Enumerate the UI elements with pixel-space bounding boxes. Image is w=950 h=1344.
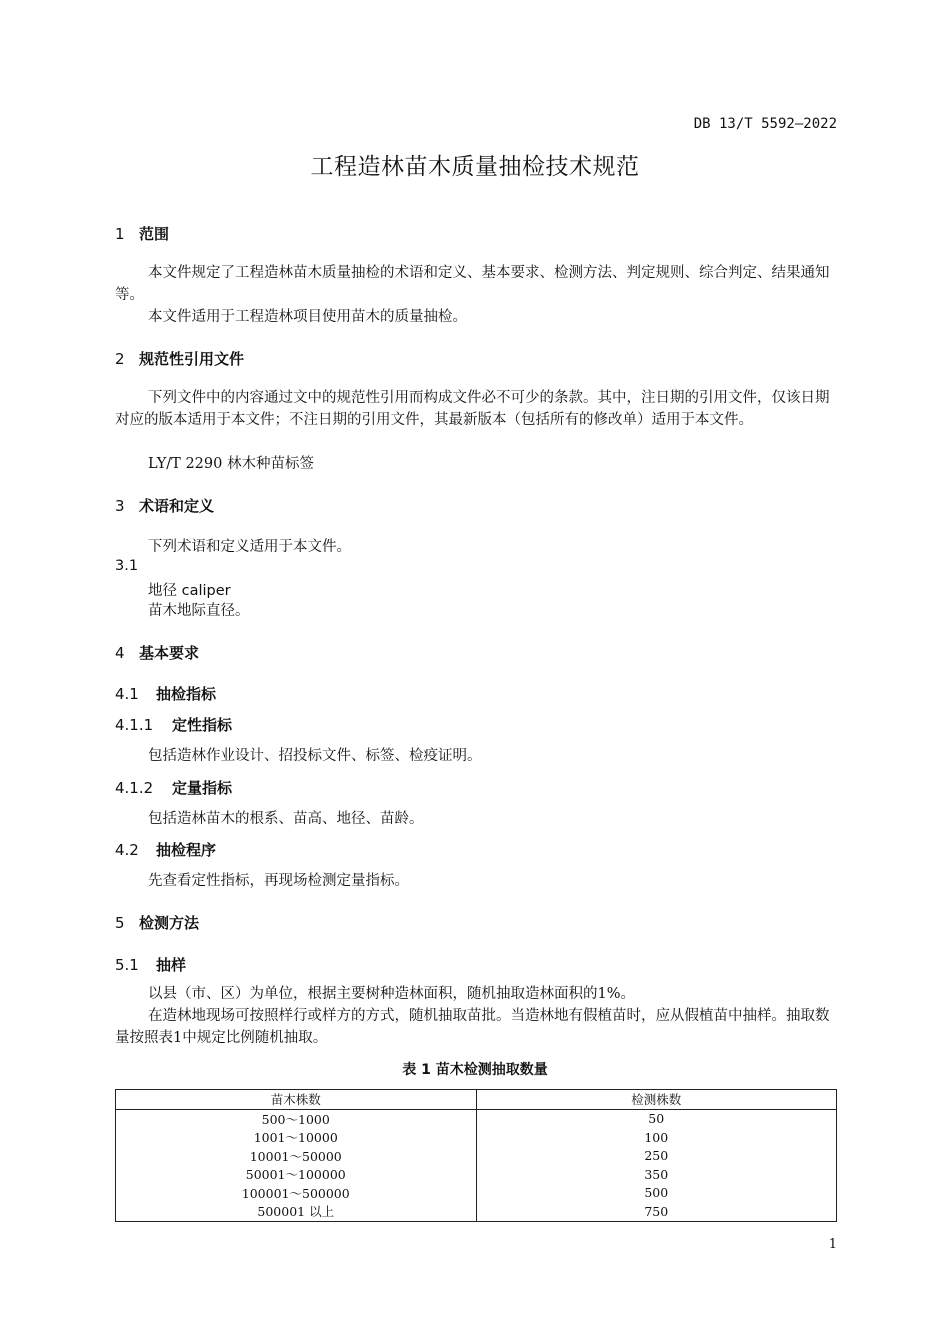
- section-4-1-1-heading: [115, 714, 232, 735]
- section-title: 抽检程序: [156, 841, 217, 859]
- table-cell: 100001～500000: [116, 1184, 477, 1203]
- term-number: 3.1: [115, 558, 139, 574]
- table-row: [116, 1128, 837, 1147]
- section-title: 检测方法: [139, 914, 200, 932]
- section-title: 抽检指标: [156, 685, 217, 703]
- section-number: 3: [115, 497, 125, 515]
- table-row: [116, 1165, 837, 1184]
- table-row: [116, 1202, 837, 1221]
- table-cell: 1001～10000: [116, 1128, 477, 1147]
- table-cell: 500001 以上: [116, 1202, 477, 1221]
- section-number: 5.1: [115, 956, 139, 974]
- section-number: 4.1: [115, 685, 139, 703]
- table-cell: 500～1000: [116, 1109, 477, 1128]
- section-5-1-paragraph-2: 在造林地现场可按照样行或样方的方式，随机抽取苗批。当造林地有假植苗时，应从假植苗中抽样。抽取数量按照表1中规定比例随机抽取。: [115, 1008, 830, 1046]
- section-title: 抽样: [156, 956, 187, 974]
- section-3-heading: [115, 495, 214, 516]
- section-5-1-paragraph-1: 以县（市、区）为单位，根据主要树种造林面积，随机抽取造林面积的1%。: [148, 986, 636, 1002]
- section-1-heading: [115, 223, 169, 244]
- section-4-2-paragraph: 先查看定性指标，再现场检测定量指标。: [148, 873, 409, 889]
- table-cell: 250: [476, 1147, 837, 1166]
- section-number: 5: [115, 914, 125, 932]
- section-4-heading: [115, 642, 199, 663]
- table-header-row: [116, 1090, 837, 1110]
- table-row: [116, 1147, 837, 1166]
- section-4-1-2-heading: [115, 777, 232, 798]
- section-1-paragraph-1: 本文件规定了工程造林苗木质量抽检的术语和定义、基本要求、检测方法、判定规则、综合判定、结果通知等。: [115, 265, 830, 303]
- section-title: 范围: [139, 225, 170, 243]
- page-number: 1: [828, 1237, 837, 1252]
- section-4-1-heading: [115, 683, 216, 704]
- section-title: 术语和定义: [139, 497, 215, 515]
- section-1-paragraph-2: 本文件适用于工程造林项目使用苗木的质量抽检。: [148, 309, 467, 325]
- table-cell: 50: [476, 1109, 837, 1128]
- section-number: 4.2: [115, 841, 139, 859]
- table-cell: 350: [476, 1165, 837, 1184]
- section-number: 2: [115, 350, 125, 368]
- section-number: 1: [115, 225, 125, 243]
- table-cell: 50001～100000: [116, 1165, 477, 1184]
- section-title: 规范性引用文件: [139, 350, 245, 368]
- table-cell: 10001～50000: [116, 1147, 477, 1166]
- section-5-1-heading: [115, 954, 186, 975]
- standard-number: DB 13/T 5592—2022: [693, 116, 837, 132]
- section-title: 定量指标: [172, 779, 233, 797]
- section-4-1-1-paragraph: 包括造林作业设计、招投标文件、标签、检疫证明。: [148, 748, 482, 764]
- table-row: [116, 1184, 837, 1203]
- section-3-paragraph-1: 下列术语和定义适用于本文件。: [148, 539, 351, 555]
- section-number: 4.1.2: [115, 779, 154, 797]
- header-cell-sample-count: 检测株数: [476, 1090, 837, 1110]
- section-number: 4: [115, 644, 125, 662]
- section-2-paragraph-1: 下列文件中的内容通过文中的规范性引用而构成文件必不可少的条款。其中，注日期的引用文件，仅该日期对应的版本适用于本文件；不注日期的引用文件，其最新版本（包括所有的修改单）适用于本文件。: [115, 390, 830, 428]
- section-title: 定性指标: [172, 716, 233, 734]
- section-2-heading: [115, 348, 244, 369]
- section-5-heading: [115, 912, 199, 933]
- sampling-table: [115, 1089, 837, 1222]
- table-cell: 100: [476, 1128, 837, 1147]
- normative-reference: LY/T 2290 林木种苗标签: [148, 456, 314, 472]
- table-cell: 750: [476, 1202, 837, 1221]
- section-4-1-2-paragraph: 包括造林苗木的根系、苗高、地径、苗龄。: [148, 811, 424, 827]
- document-title: 工程造林苗木质量抽检技术规范: [310, 154, 640, 180]
- table-row: [116, 1109, 837, 1128]
- term-title: 地径 caliper: [148, 583, 231, 599]
- header-cell-seedling-count: 苗木株数: [116, 1090, 477, 1110]
- section-number: 4.1.1: [115, 716, 154, 734]
- section-title: 基本要求: [139, 644, 200, 662]
- table-cell: 500: [476, 1184, 837, 1203]
- section-4-2-heading: [115, 839, 216, 860]
- term-definition: 苗木地际直径。: [148, 603, 250, 619]
- table-caption: 表 1 苗木检测抽取数量: [402, 1062, 548, 1078]
